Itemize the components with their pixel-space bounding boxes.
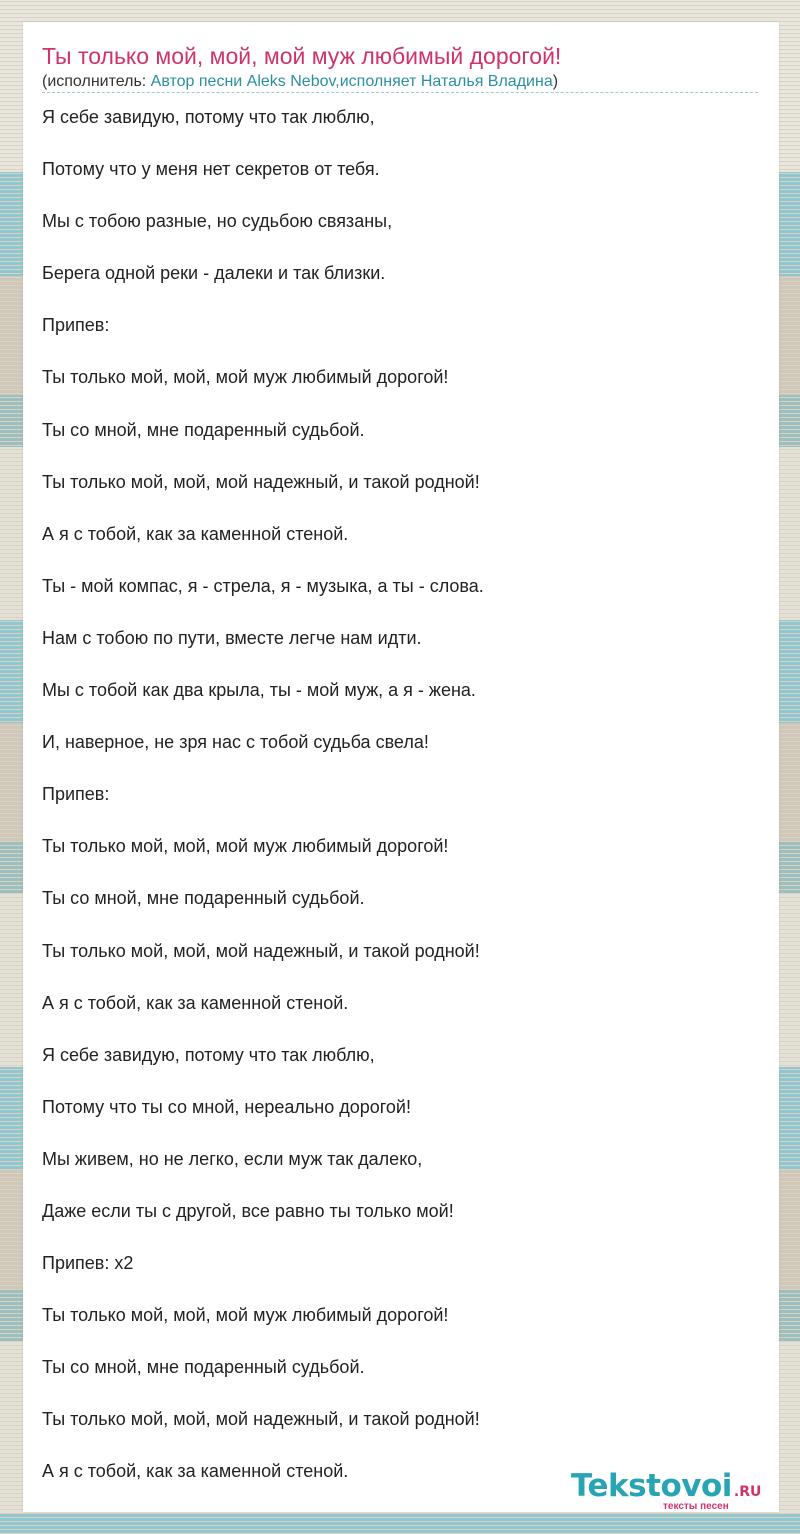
lyric-line: Ты только мой, мой, мой надежный, и такой родной!	[42, 940, 480, 961]
lyric-line: Нам с тобою по пути, вместе легче нам идти.	[42, 627, 422, 648]
title-divider	[42, 92, 758, 93]
lyric-line: Ты - мой компас, я - стрела, я - музыка, а ты - слова.	[42, 575, 484, 596]
lyric-line: Я себе завидую, потому что так люблю,	[42, 107, 375, 127]
lyric-line: Я себе завидую, потому что так люблю,	[42, 1044, 375, 1065]
lyric-line: Ты только мой, мой, мой надежный, и такой родной!	[42, 471, 480, 492]
lyric-line: Мы с тобою разные, но судьбою связаны,	[42, 211, 393, 232]
lyric-line: Ты только мой, мой, мой надежный, и такой родной!	[42, 1409, 480, 1430]
lyric-line: А я с тобой, как за каменной стеной.	[42, 1461, 349, 1482]
lyric-line: Потому что ты со мной, нереально дорогой!	[42, 1096, 411, 1117]
lyrics-card	[23, 22, 779, 1512]
lyric-line: Ты со мной, мне подаренный судьбой.	[42, 419, 365, 440]
lyrics-text	[42, 106, 758, 1513]
lyric-line: Ты только мой, мой, мой муж любимый дорогой!	[42, 367, 449, 388]
lyric-line: Ты только мой, мой, мой муж любимый дорогой!	[42, 836, 449, 857]
logo-tld: .RU	[733, 1484, 762, 1500]
lyric-line: Мы живем, но не легко, если муж так далеко,	[42, 1148, 423, 1169]
lyric-line: Потому что у меня нет секретов от тебя.	[42, 159, 380, 180]
lyric-line: Берега одной реки - далеки и так близки.	[42, 263, 386, 284]
page-title: Ты только мой, мой, мой муж любимый дорогой!	[42, 43, 562, 69]
lyric-line: Припев: x2	[42, 1253, 134, 1274]
lyric-line: Ты со мной, мне подаренный судьбой.	[42, 888, 365, 909]
lyric-line: И, наверное, не зря нас с тобой судьба свела!	[42, 732, 429, 753]
logo-name: Tekstovoi	[571, 1468, 732, 1504]
artist-link[interactable]: Автор песни Aleks Nebov,исполняет Наталья Владина	[150, 73, 553, 90]
artist-prefix: (исполнитель:	[42, 73, 151, 90]
artist-line	[42, 72, 558, 92]
site-logo[interactable]	[571, 1468, 771, 1512]
logo-tagline: тексты песен	[663, 1501, 729, 1512]
lyric-line: А я с тобой, как за каменной стеной.	[42, 523, 349, 544]
lyric-line: Ты только мой, мой, мой муж любимый дорогой!	[42, 1305, 449, 1326]
lyric-line: Припев:	[42, 784, 110, 805]
lyric-line: Припев:	[42, 315, 110, 336]
lyric-line: А я с тобой, как за каменной стеной.	[42, 992, 349, 1013]
artist-suffix: )	[552, 73, 559, 90]
lyric-line: Мы с тобой как два крыла, ты - мой муж, а я - жена.	[42, 680, 476, 701]
lyric-line: Ты со мной, мне подаренный судьбой.	[42, 1357, 365, 1378]
lyric-line: Даже если ты с другой, все равно ты только мой!	[42, 1200, 454, 1221]
